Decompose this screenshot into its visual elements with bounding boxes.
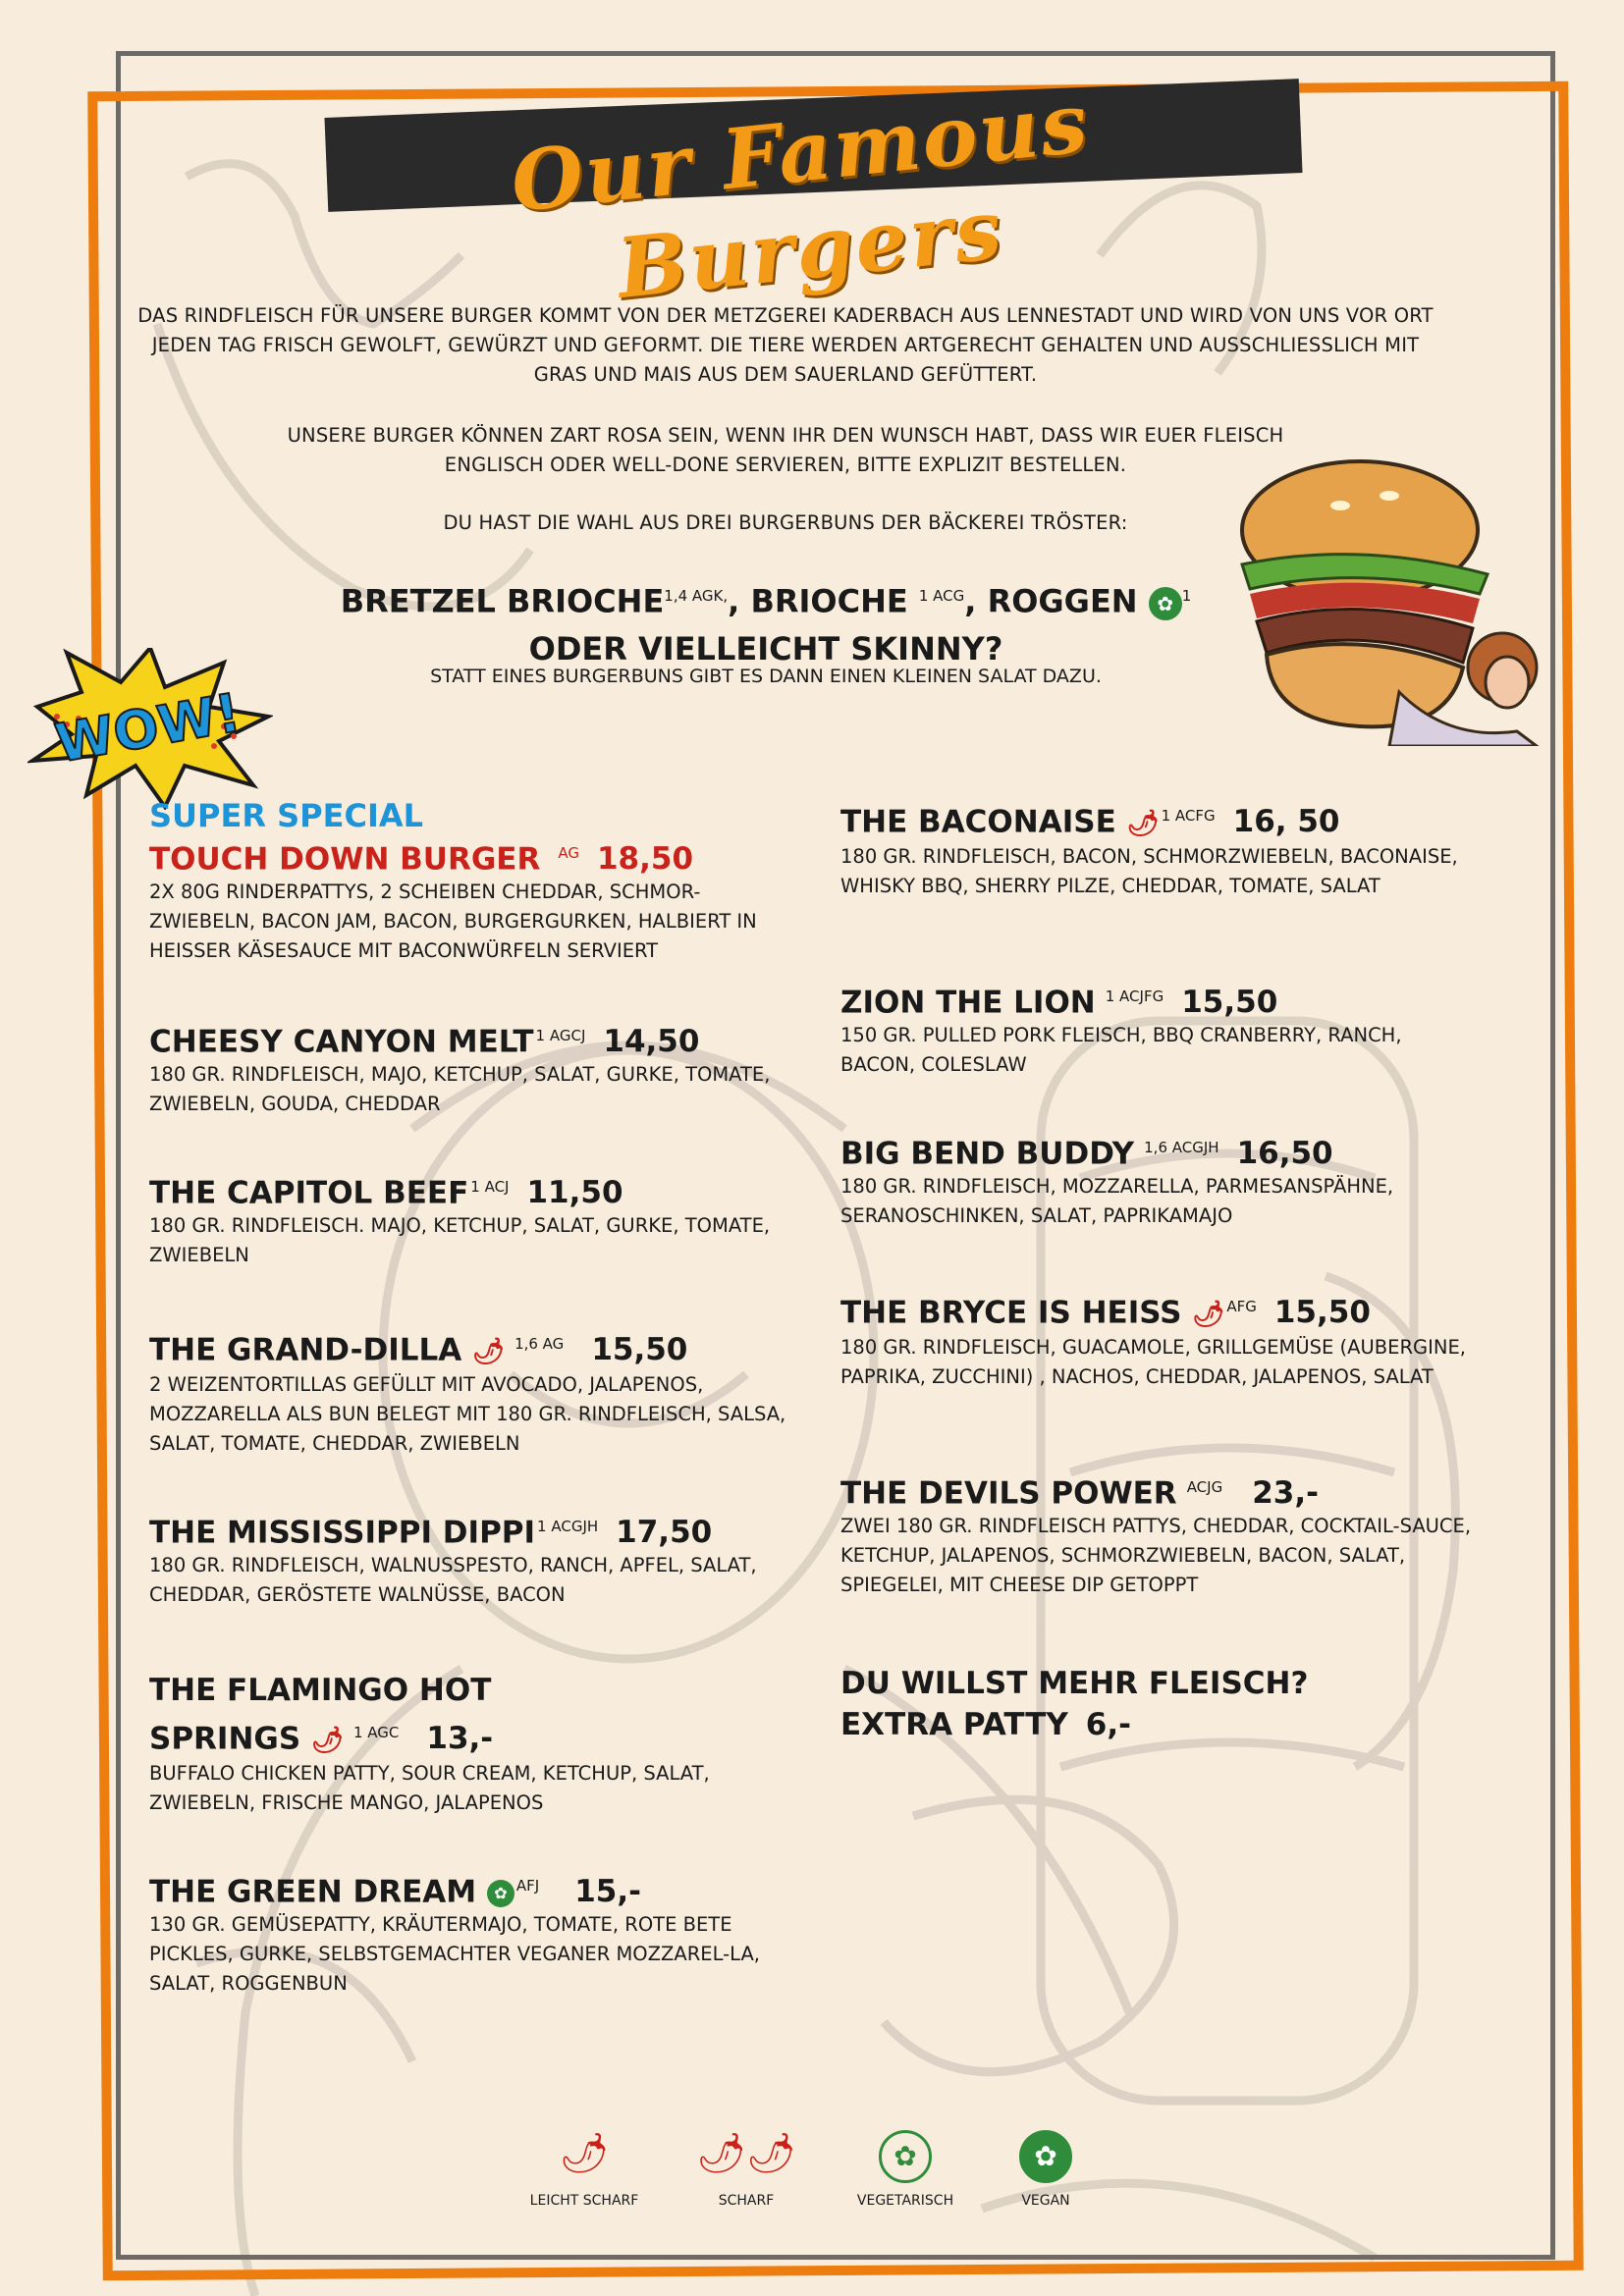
item-description: 180 GR. RINDFLEISCH, MAJO, KETCHUP, SALAT, GURKE, TOMATE, ZWIEBELN, GOUDA, CHEDDAR xyxy=(149,1063,771,1116)
item-description: 180 GR. RINDFLEISCH, GUACAMOLE, GRILLGEMÜSE (AUBERGINE, PAPRIKA, ZUCCHINI) , NACHOS, CHEDDAR, JALAPENOS, SALAT xyxy=(840,1335,1466,1388)
item-title: TOUCH DOWN BURGER xyxy=(149,841,541,878)
wow-text: WOW! xyxy=(50,681,245,775)
skinny-option: ODER VIELLEICHT SKINNY? xyxy=(528,629,1003,667)
item-title: BIG BEND BUDDY xyxy=(840,1136,1135,1172)
extra-question: DU WILLST MEHR FLEISCH? xyxy=(840,1666,1309,1701)
bun-options xyxy=(245,572,1286,672)
item-title: THE GREEN DREAM xyxy=(149,1874,477,1910)
menu-item-zion-the-lion xyxy=(840,978,1479,1080)
item-description: 180 GR. RINDFLEISCH, MOZZARELLA, PARMESANSPÄHNE, SERANOSCHINKEN, SALAT, PAPRIKAMAJO xyxy=(840,1175,1394,1228)
burger-illustration xyxy=(1222,447,1576,746)
legend-vegan xyxy=(967,2130,1124,2209)
menu-item-baconaise xyxy=(840,797,1479,901)
intro-paragraph-1: DAS RINDFLEISCH FÜR UNSERE BURGER KOMMT VON DER METZGEREI KADERBACH AUS LENNESTADT UND WIRD VON UNS VOR ORT JEDEN TAG FRISCH GEWOLFT, GEWÜRZT UND GEFORMT. DIE TIERE WERDEN ARTGERECHT GEHALTEN UND AUSSCHLIESSLICH MIT GRAS UND MAIS AUS DEM SAUERLAND GEFÜTTERT. xyxy=(137,304,1434,386)
item-codes: AFJ xyxy=(515,1877,540,1895)
leaf-icon: ✿ xyxy=(1149,587,1182,620)
item-codes: 1,6 AG xyxy=(514,1335,565,1353)
item-title: CHEESY CANYON MELT xyxy=(149,1024,534,1060)
item-description: 150 GR. PULLED PORK FLEISCH, BBQ CRANBERRY, RANCH, BACON, COLESLAW xyxy=(840,1024,1402,1077)
item-price: 15,50 xyxy=(1181,985,1278,1021)
chili-icon: 🌶 xyxy=(559,2131,610,2176)
item-codes: 1 ACJ xyxy=(470,1178,510,1196)
chili-icon: 🌶 xyxy=(1192,1299,1225,1329)
legend-mild xyxy=(506,2130,663,2209)
vegetarian-icon: ✿ xyxy=(827,2130,984,2183)
item-description: ZWEI 180 GR. RINDFLEISCH PATTYS, CHEDDAR, COCKTAIL-SAUCE, KETCHUP, JALAPENOS, SCHMORZWIEBELN, BACON, SALAT, SPIEGELEI, MIT CHEESE DIP GETOPPT xyxy=(840,1515,1472,1597)
item-title: THE GRAND-DILLA xyxy=(149,1332,462,1368)
item-title: ZION THE LION xyxy=(840,985,1096,1021)
extra-price: 6,- xyxy=(1085,1707,1132,1742)
item-codes: AFG xyxy=(1226,1298,1257,1315)
item-price: 14,50 xyxy=(603,1024,700,1060)
item-title: THE DEVILS POWER xyxy=(840,1475,1177,1512)
item-price: 11,50 xyxy=(526,1175,623,1211)
legend-label: SCHARF xyxy=(718,2193,775,2209)
wow-burst xyxy=(27,648,273,810)
item-description: 2 WEIZENTORTILLAS GEFÜLLT MIT AVOCADO, JALAPENOS, MOZZARELLA ALS BUN BELEGT MIT 180 GR. RINDFLEISCH, SALSA, SALAT, TOMATE, CHEDDAR, ZWIEBELN xyxy=(149,1372,786,1455)
menu-item-flamingo-hot-springs xyxy=(149,1667,787,1818)
chili-icon: 🌶 xyxy=(472,1336,506,1366)
menu-item-mississippi-dippi xyxy=(149,1508,787,1610)
item-codes: 1,6 ACGJH xyxy=(1144,1139,1219,1156)
item-name-touch-down xyxy=(149,834,787,878)
bun-bretzel-codes: 1,4 AGK, xyxy=(664,587,729,605)
extra-label: EXTRA PATTY xyxy=(840,1707,1068,1742)
item-codes: 1 ACJFG xyxy=(1105,988,1164,1005)
menu-item-green-dream xyxy=(149,1867,787,1999)
item-codes: 1 ACGJH xyxy=(537,1518,599,1535)
item-codes: ACJG xyxy=(1186,1478,1223,1496)
legend-label: LEICHT SCHARF xyxy=(529,2193,639,2209)
item-price: 16, 50 xyxy=(1232,804,1340,840)
item-price: 16,50 xyxy=(1236,1136,1333,1172)
item-description: 2X 80G RINDERPATTYS, 2 SCHEIBEN CHEDDAR, SCHMOR-ZWIEBELN, BACON JAM, BACON, BURGERGURKEN, HALBIERT IN HEISSER KÄSESAUCE MIT BACONWÜRFELN SERVIERT xyxy=(149,881,757,963)
bun-brioche-codes: 1 ACG xyxy=(918,587,965,605)
item-codes: 1 ACFG xyxy=(1161,807,1216,825)
menu-item-capitol-beef xyxy=(149,1168,787,1270)
bun-brioche: , BRIOCHE xyxy=(728,582,908,620)
item-description: 130 GR. GEMÜSEPATTY, KRÄUTERMAJO, TOMATE, ROTE BETE PICKLES, GURKE, SELBSTGEMACHTER VEGANER MOZZAREL-LA, SALAT, ROGGENBUN xyxy=(149,1913,760,1996)
vegan-icon: ✿ xyxy=(967,2130,1124,2183)
super-special-label: SUPER SPECIAL xyxy=(149,797,424,834)
legend-hot xyxy=(668,2130,825,2209)
menu-item-cheesy-canyon xyxy=(149,1017,787,1119)
item-title: THE BACONAISE xyxy=(840,804,1116,840)
item-codes: 1 AGCJ xyxy=(535,1027,586,1044)
legend-label: VEGETARISCH xyxy=(856,2193,954,2209)
page-title: Our Famous Burgers xyxy=(507,73,1094,318)
bun-bretzel: BRETZEL BRIOCHE xyxy=(340,582,665,620)
special-item xyxy=(149,797,787,966)
item-codes: AG xyxy=(558,844,579,862)
extra-patty xyxy=(840,1661,1479,1743)
menu-item-grand-dilla xyxy=(149,1325,787,1459)
item-title: THE BRYCE IS HEISS xyxy=(840,1295,1182,1331)
intro-paragraph-2: UNSERE BURGER KÖNNEN ZART ROSA SEIN, WENN IHR DEN WUNSCH HABT, DASS WIR EUER FLEISCH ENGLISCH ODER WELL-DONE SERVIEREN, BITTE EXPLIZIT BESTELLEN. xyxy=(287,424,1284,476)
item-price: 15,- xyxy=(574,1874,642,1910)
item-price: 15,50 xyxy=(591,1332,688,1368)
intro-paragraph-3: DU HAST DIE WAHL AUS DREI BURGERBUNS DER BÄCKEREI TRÖSTER: xyxy=(443,511,1128,534)
double-chili-icon: 🌶🌶 xyxy=(696,2131,796,2176)
bun-roggen: , ROGGEN xyxy=(964,582,1138,620)
legend-label: VEGAN xyxy=(1021,2193,1070,2209)
item-price: 13,- xyxy=(426,1721,494,1757)
chili-icon: 🌶 xyxy=(1126,808,1160,838)
item-description: 180 GR. RINDFLEISCH, BACON, SCHMORZWIEBELN, BACONAISE, WHISKY BBQ, SHERRY PILZE, CHEDDAR, TOMATE, SALAT xyxy=(840,844,1458,897)
item-description: 180 GR. RINDFLEISCH. MAJO, KETCHUP, SALAT, GURKE, TOMATE, ZWIEBELN xyxy=(149,1214,771,1267)
item-codes: 1 AGC xyxy=(352,1724,400,1741)
menu-item-big-bend-buddy xyxy=(840,1129,1479,1231)
chili-icon: 🌶 xyxy=(310,1725,344,1755)
item-description: 180 GR. RINDFLEISCH, WALNUSSPESTO, RANCH, APFEL, SALAT, CHEDDAR, GERÖSTETE WALNÜSSE, BACON xyxy=(149,1554,757,1607)
item-price: 17,50 xyxy=(616,1515,713,1551)
leaf-icon: ✿ xyxy=(487,1880,514,1907)
skinny-note: STATT EINES BURGERBUNS GIBT ES DANN EINEN KLEINEN SALAT DAZU. xyxy=(430,666,1102,687)
bun-roggen-codes: 1 xyxy=(1181,587,1192,605)
menu-item-devils-power xyxy=(840,1468,1479,1600)
item-price: 23,- xyxy=(1252,1475,1320,1512)
item-price: 18,50 xyxy=(596,841,694,878)
item-description: BUFFALO CHICKEN PATTY, SOUR CREAM, KETCHUP, SALAT, ZWIEBELN, FRISCHE MANGO, JALAPENOS xyxy=(149,1761,710,1814)
item-title: SPRINGS xyxy=(149,1721,301,1757)
item-title: THE MISSISSIPPI DIPPI xyxy=(149,1515,536,1551)
menu-item-bryce-is-heiss xyxy=(840,1288,1479,1392)
legend-vegetarian xyxy=(827,2130,984,2209)
item-price: 15,50 xyxy=(1273,1295,1371,1331)
item-title-line-1: THE FLAMINGO HOT xyxy=(149,1673,492,1708)
item-title: THE CAPITOL BEEF xyxy=(149,1175,469,1211)
